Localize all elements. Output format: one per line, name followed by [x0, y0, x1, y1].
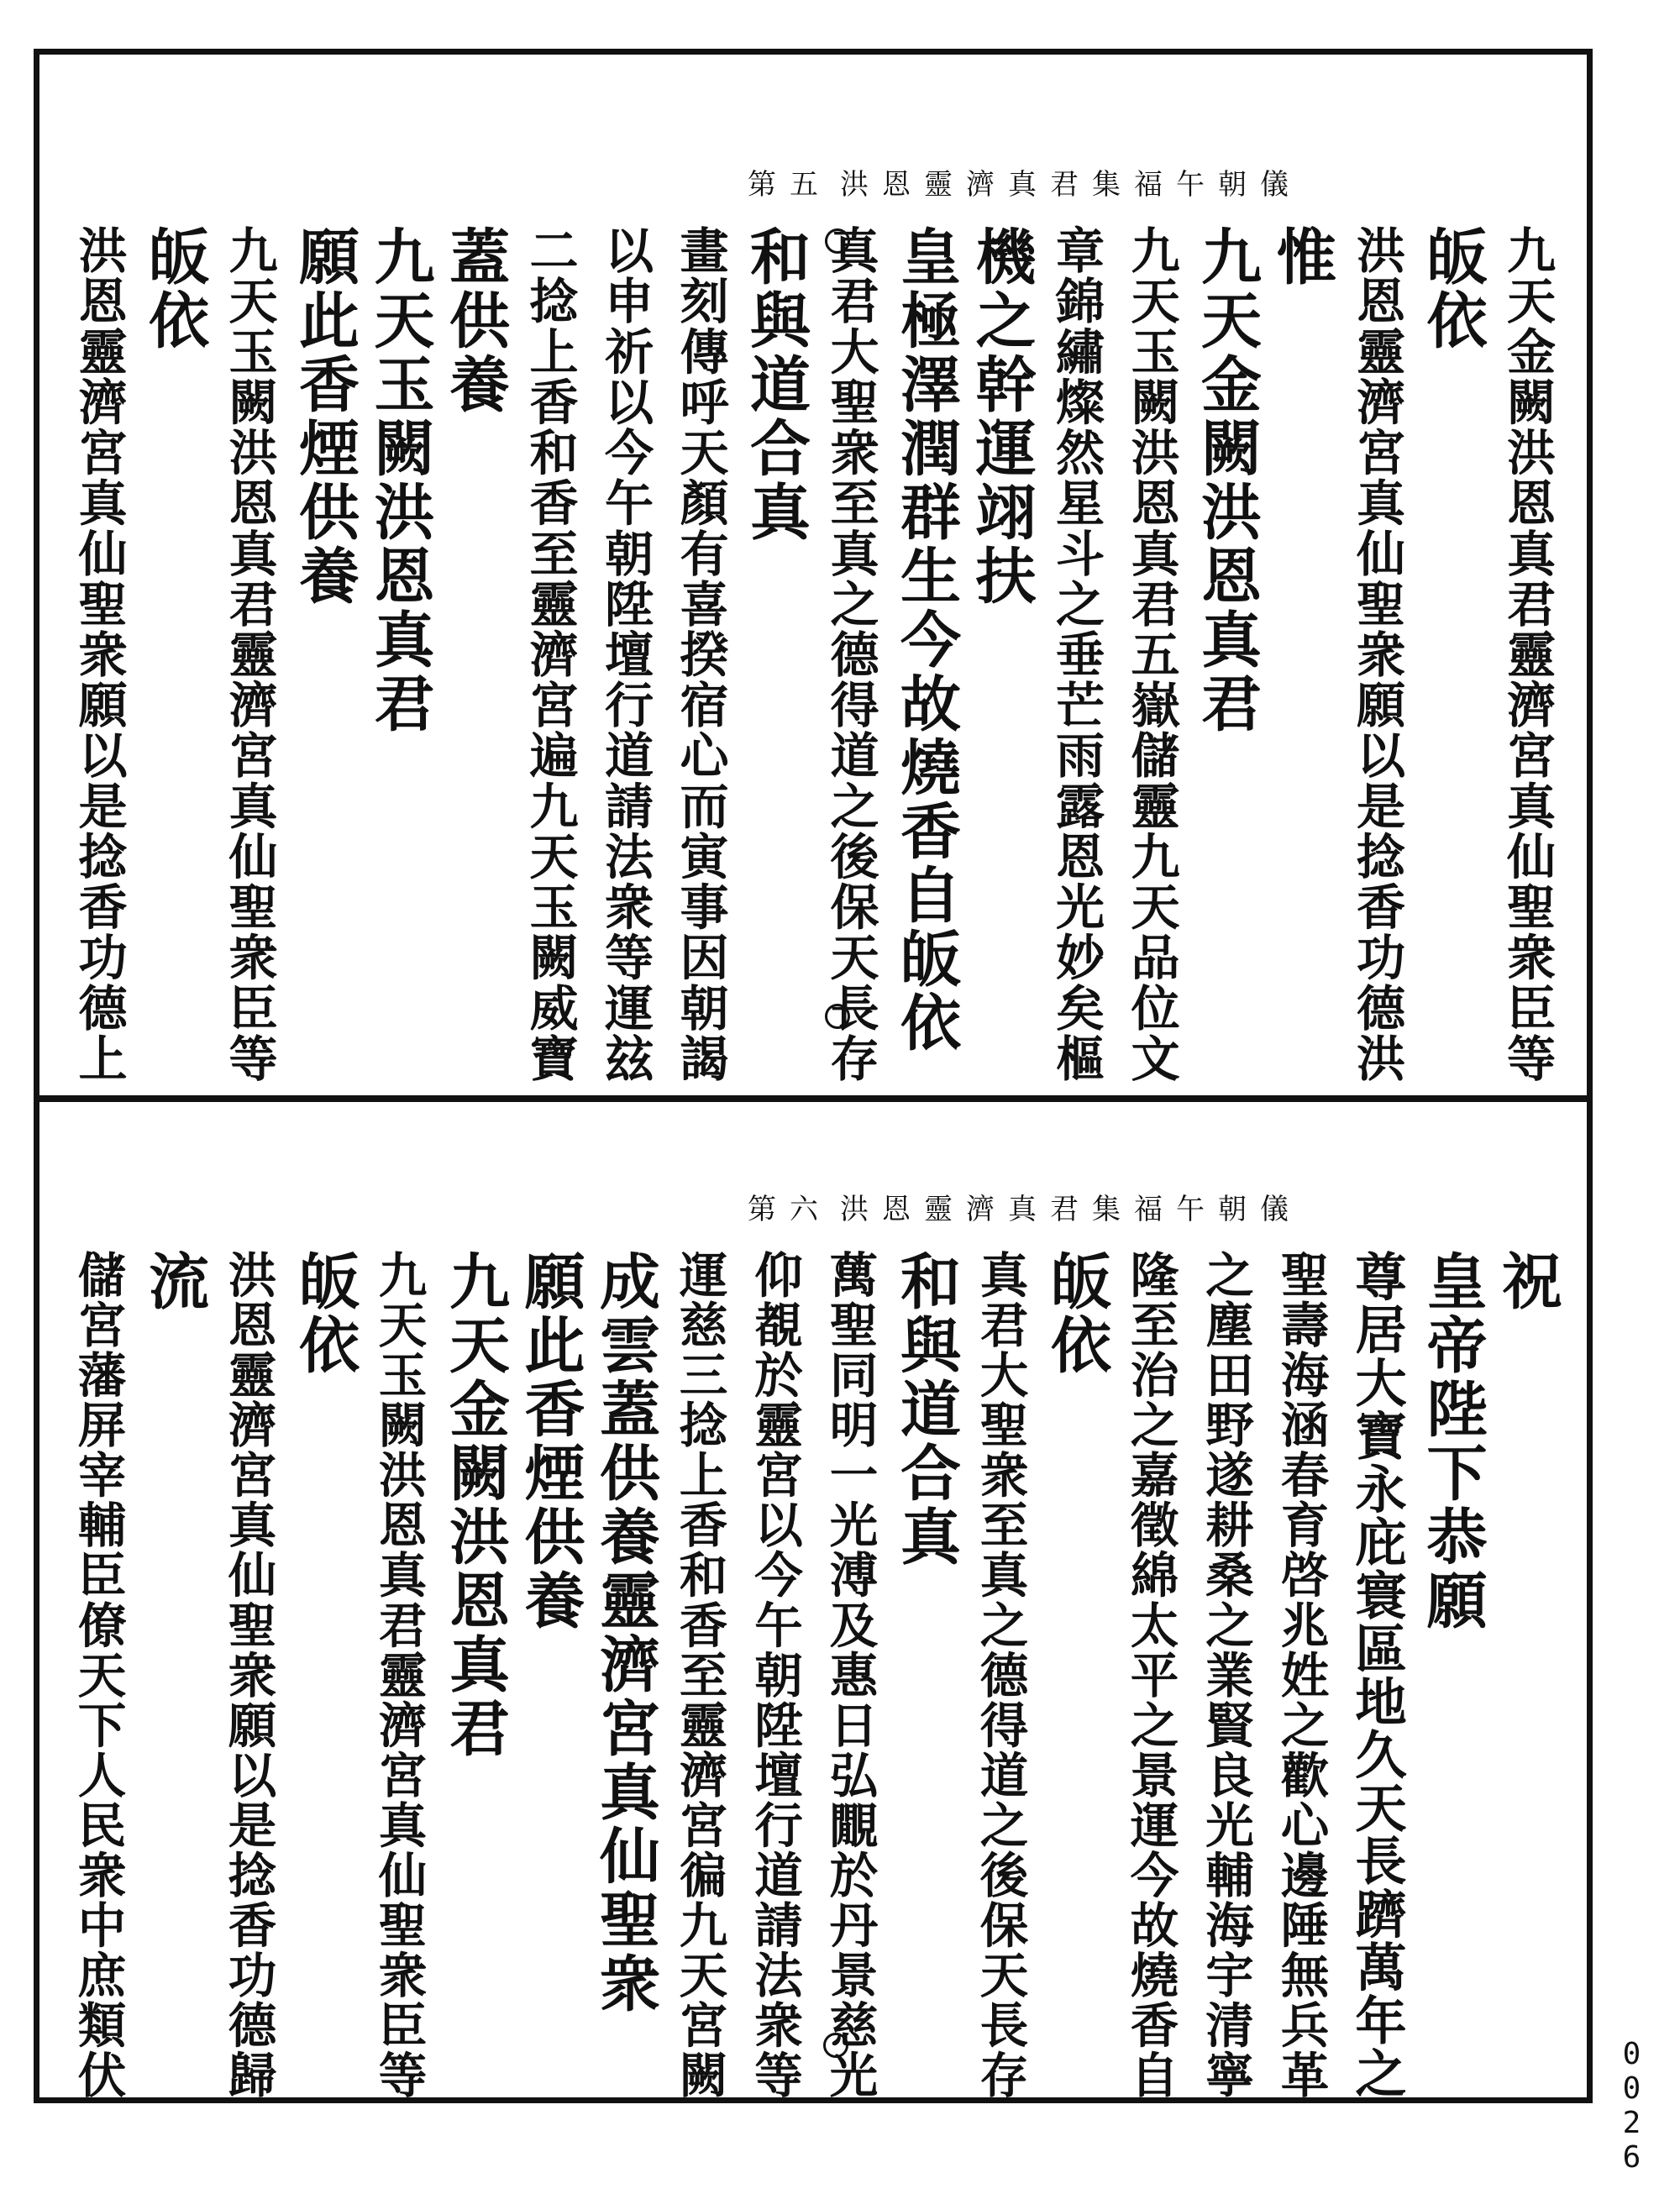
text-column: 仰覩於靈宮以今午朝陞壇行道請法衆等 [747, 1250, 804, 2100]
text-column: 蓋供養 [439, 225, 511, 417]
page-divider [34, 1095, 1593, 1102]
text-column: 真君大聖衆至真之德得道之後保天長存 [972, 1250, 1030, 2100]
lower-header-title: 洪恩靈濟真君集福午朝儀 [840, 1193, 1302, 1226]
text-column: 洪恩靈濟宮真仙聖衆願以是捻香功德洪 [1348, 225, 1406, 1084]
text-column: 皇極澤潤群生今故燒香自皈依 [890, 225, 962, 1055]
text-column: 九天金闕洪恩真君 [439, 1250, 511, 1761]
text-column: 尊居大寶永庇寰區地久天長躋萬年之 [1347, 1250, 1407, 2100]
text-column: 九天玉闕洪恩真君 [364, 225, 436, 736]
text-column: 九天玉闕洪恩真君五嶽儲靈九天品位文 [1122, 225, 1181, 1084]
text-column: 九天玉闕洪恩真君靈濟宮真仙聖衆臣等 [220, 225, 279, 1084]
text-column: 皈依 [1041, 1250, 1112, 1378]
upper-header-title: 洪恩靈濟真君集福午朝儀 [840, 168, 1302, 202]
text-column: 祝 [1492, 1250, 1563, 1314]
text-column: 皈依 [139, 225, 210, 353]
text-column: 願此香煙供養 [514, 1250, 586, 1633]
upper-header-section: 第五 [748, 168, 832, 202]
text-column: 二捻上香和香至靈濟宮遍九天玉闕威寶 [521, 225, 580, 1084]
punctuation-circle [836, 1256, 861, 1281]
text-column: 畫刻傳呼天顏有喜揆宿心而寅事因朝謁 [671, 225, 730, 1084]
punctuation-circle [823, 2033, 848, 2058]
text-column: 皈依 [289, 1250, 360, 1378]
text-column: 萬聖同明一光溥及惠日弘覵於丹景慈光 [822, 1250, 879, 2100]
text-column: 真君大聖衆至真之德得道之後保天長存 [822, 225, 880, 1084]
text-column: 皇帝陛下恭願 [1416, 1250, 1488, 1633]
text-column: 洪恩靈濟宮真仙聖衆願以是捻香功德歸 [220, 1250, 278, 2100]
text-column: 九天玉闕洪恩真君靈濟宮真仙聖衆臣等 [370, 1250, 428, 2100]
text-column: 流 [139, 1250, 210, 1314]
text-column: 機之幹運翊扶 [965, 225, 1037, 608]
punctuation-circle [825, 228, 850, 254]
text-column: 九天金闕洪恩真君 [1191, 225, 1263, 736]
text-column: 和與道合真 [740, 225, 811, 544]
text-column: 之塵田野遂耕桑之業賢良光輔海宇清寧 [1198, 1250, 1255, 2100]
text-column: 運慈三捻上香和香至靈濟宮徧九天宮闕 [671, 1250, 729, 2100]
text-column: 儲宮藩屏宰輔臣僚天下人民衆中庶類伏 [70, 1250, 128, 2100]
text-column: 章錦繡燦然星斗之垂芒雨露恩光妙矣樞 [1047, 225, 1105, 1084]
text-column: 願此香煙供養 [289, 225, 360, 608]
text-column: 成雲蓋供養靈濟宮真仙聖衆 [590, 1250, 661, 2016]
text-column: 九天金闕洪恩真君靈濟宮真仙聖衆臣等 [1499, 225, 1557, 1084]
text-column: 皈依 [1416, 225, 1488, 353]
text-column: 隆至治之嘉徵綿太平之景運今故燒香自 [1122, 1250, 1180, 2100]
punctuation-circle [825, 1004, 850, 1029]
text-column: 惟 [1266, 225, 1338, 289]
text-column: 以申祈以今午朝陞壇行道請法衆等運玆 [596, 225, 654, 1084]
text-column: 聖壽海涵春育啓兆姓之歡心邊陲無兵革 [1273, 1250, 1331, 2100]
page-number: 0026 [1614, 2037, 1649, 2175]
text-column: 洪恩靈濟宮真仙聖衆願以是捻香功德上 [70, 225, 129, 1084]
lower-header-section: 第六 [748, 1193, 832, 1226]
text-column: 和與道合真 [890, 1250, 962, 1569]
